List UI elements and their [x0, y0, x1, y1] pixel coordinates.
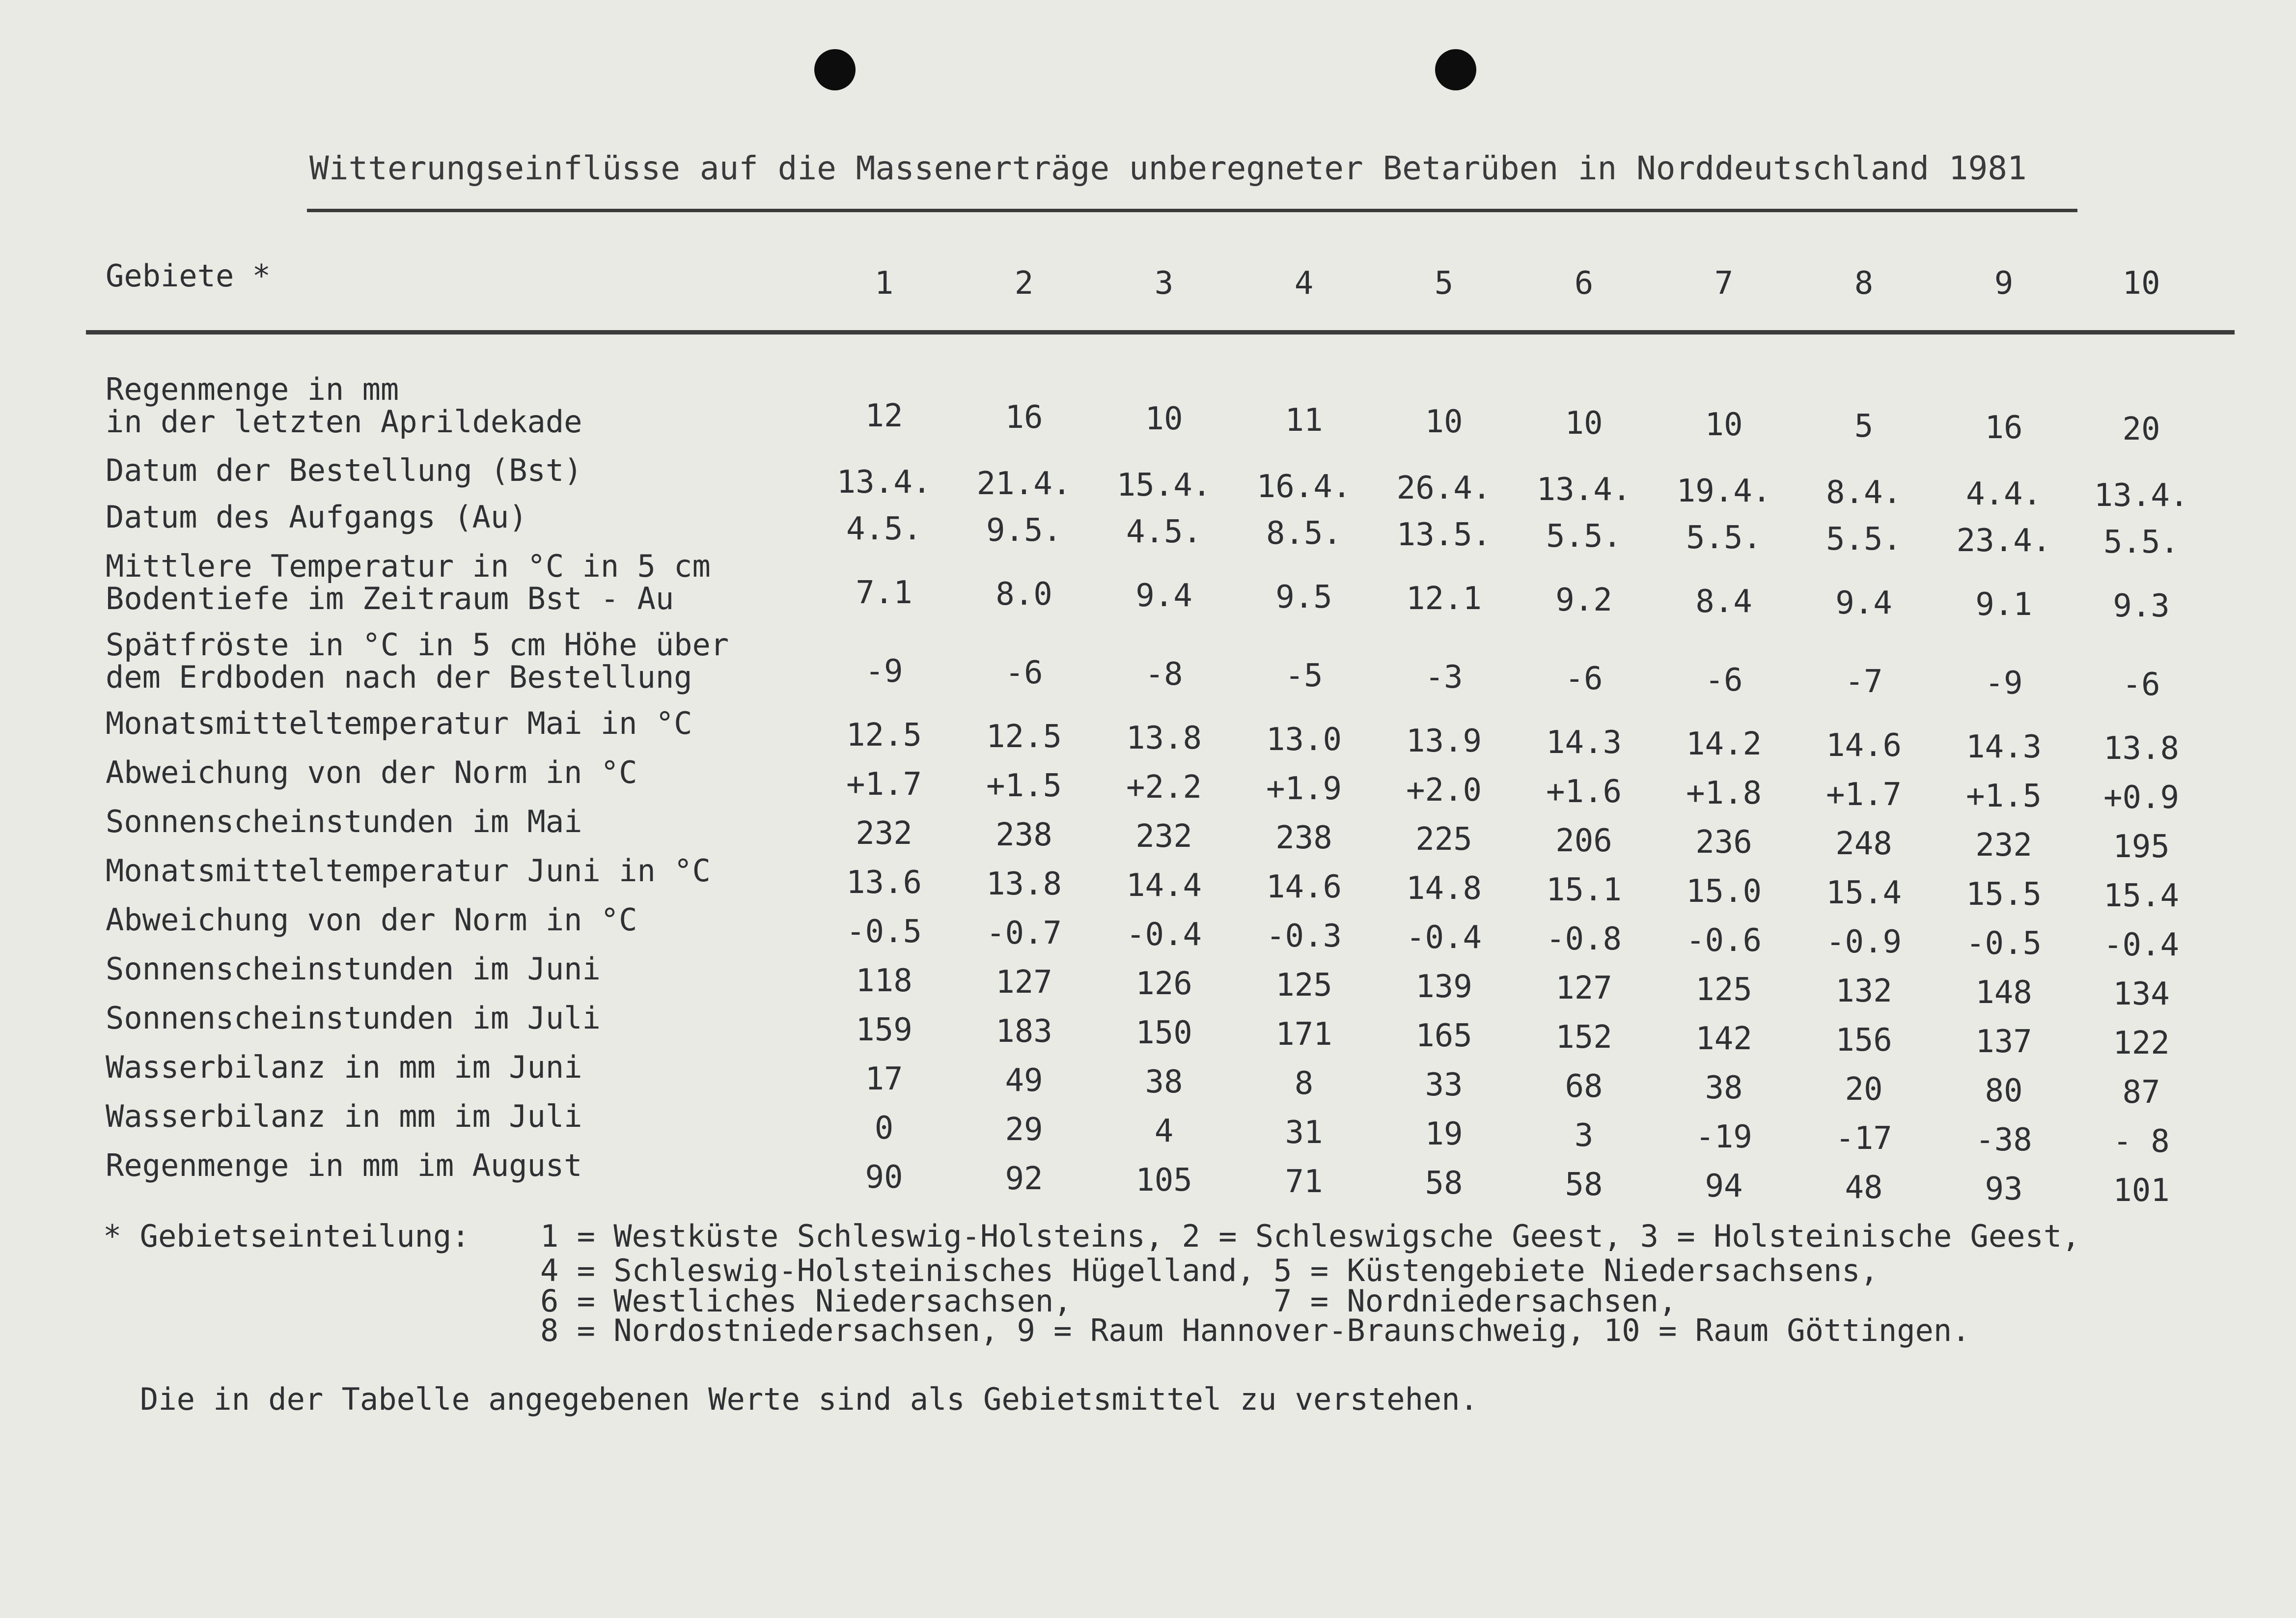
column-header: 2 — [1014, 265, 1034, 302]
table-cell: 118 — [856, 963, 913, 999]
row-label — [106, 1002, 601, 1034]
table-cell: -0.4 — [1406, 920, 1482, 956]
table-cell: 13.6 — [846, 865, 922, 901]
table-cell: 248 — [1835, 826, 1892, 862]
row-label — [106, 707, 692, 740]
table-cell: -0.4 — [1126, 917, 1202, 953]
table-cell: 5.5. — [1826, 521, 1902, 558]
table-cell: 10 — [1565, 405, 1603, 442]
table-cell: 11 — [1285, 402, 1323, 439]
table-cell: 13.8 — [986, 866, 1062, 902]
table-cell: 206 — [1555, 823, 1612, 859]
row-label-line: dem Erdboden nach der Bestellung — [106, 659, 692, 695]
table-cell: 126 — [1135, 966, 1192, 1002]
table-cell: 236 — [1695, 824, 1752, 861]
table-cell: 48 — [1845, 1170, 1883, 1206]
row-label-line: Regenmenge in mm im August — [106, 1147, 582, 1183]
table-cell: 26.4. — [1396, 470, 1492, 506]
table-cell: 125 — [1695, 972, 1752, 1008]
table-cell: 134 — [2113, 976, 2170, 1012]
table-cell: 14.8 — [1406, 870, 1482, 907]
table-cell: 13.8 — [1126, 720, 1202, 756]
table-cell: 33 — [1425, 1067, 1463, 1103]
table-cell: -0.5 — [846, 914, 922, 950]
table-cell: 14.3 — [1546, 725, 1622, 761]
table-cell: 9.2 — [1555, 582, 1612, 618]
table-cell: 19.4. — [1676, 473, 1771, 509]
table-cell: 152 — [1555, 1019, 1612, 1056]
table-cell: 87 — [2122, 1074, 2160, 1111]
punch-hole — [814, 49, 856, 90]
table-cell: 92 — [1005, 1161, 1043, 1197]
table-cell: 90 — [865, 1159, 903, 1196]
row-label-line: Mittlere Temperatur in °C in 5 cm — [106, 548, 711, 584]
table-cell: 12.5 — [846, 717, 922, 753]
table-cell: 17 — [865, 1061, 903, 1097]
table-cell: 19 — [1425, 1116, 1463, 1152]
column-header: 1 — [874, 265, 894, 302]
table-cell: 58 — [1425, 1165, 1463, 1201]
table-cell: +2.0 — [1406, 772, 1482, 809]
table-cell: 148 — [1975, 975, 2032, 1011]
table-cell: 183 — [996, 1013, 1052, 1050]
column-header: 8 — [1854, 265, 1874, 302]
column-header: 3 — [1154, 265, 1174, 302]
table-cell: 15.0 — [1686, 873, 1762, 910]
table-cell: 9.5 — [1275, 579, 1332, 615]
table-cell: 238 — [996, 817, 1052, 853]
table-cell: 139 — [1415, 969, 1472, 1005]
footnote-label: * Gebietseinteilung: — [103, 1218, 470, 1254]
table-cell: 29 — [1005, 1112, 1043, 1148]
row-label — [106, 629, 729, 694]
table-cell: 8.5. — [1266, 515, 1342, 552]
row-label — [106, 806, 582, 838]
table-cell: -0.7 — [986, 915, 1062, 951]
table-cell: -0.4 — [2103, 927, 2180, 963]
row-label — [106, 501, 527, 533]
table-cell: 15.4 — [2103, 878, 2180, 914]
table-cell: -7 — [1845, 664, 1883, 700]
legend-line: 6 = Westliches Niedersachsen, 7 = Nordniedersachsen, — [540, 1283, 1677, 1319]
row-label-line: in der letzten Aprildekade — [106, 404, 582, 440]
table-cell: 15.4 — [1826, 875, 1902, 911]
column-header-label: Gebiete * — [106, 258, 271, 294]
table-cell: 0 — [874, 1110, 894, 1146]
table-cell: 12.1 — [1406, 581, 1482, 617]
table-cell: -0.5 — [1965, 925, 2042, 962]
footer-note: Die in der Tabelle angegebenen Werte sind als Gebietsmittel zu verstehen. — [140, 1381, 1478, 1417]
table-cell: -9 — [865, 653, 903, 690]
table-cell: 9.1 — [1975, 586, 2032, 623]
table-cell: 9.4 — [1135, 578, 1192, 614]
table-cell: -5 — [1285, 658, 1323, 694]
table-cell: +2.2 — [1126, 769, 1202, 806]
table-cell: 232 — [1975, 827, 2032, 864]
table-cell: 5.5. — [2103, 524, 2180, 560]
row-label-line: Sonnenscheinstunden im Juni — [106, 951, 601, 987]
row-label — [106, 855, 711, 887]
row-label — [106, 1100, 582, 1133]
table-cell: 7.1 — [856, 575, 913, 611]
table-cell: 13.8 — [2103, 730, 2180, 767]
table-cell: 122 — [2113, 1025, 2170, 1061]
table-cell: +1.7 — [846, 766, 922, 803]
table-cell: 4.5. — [846, 511, 922, 547]
row-label-line: Wasserbilanz in mm im Juni — [106, 1049, 582, 1085]
table-cell: -6 — [1005, 655, 1043, 691]
row-label-line: Abweichung von der Norm in °C — [106, 902, 637, 938]
table-cell: 16 — [1985, 410, 2023, 446]
column-header: 5 — [1434, 265, 1454, 302]
table-cell: -6 — [1565, 661, 1603, 697]
table-cell: 16 — [1005, 399, 1043, 436]
table-cell: 38 — [1145, 1064, 1183, 1100]
row-label-line: Spätfröste in °C in 5 cm Höhe über — [106, 627, 729, 663]
table-cell: 23.4. — [1956, 523, 2051, 559]
table-cell: 14.4 — [1126, 867, 1202, 904]
page-title: Witterungseinflüsse auf die Massenerträge unberegneter Betarüben in Norddeutschland 1981 — [309, 149, 2027, 187]
column-header: 6 — [1574, 265, 1594, 302]
table-cell: +1.9 — [1266, 771, 1342, 807]
table-cell: 105 — [1135, 1162, 1192, 1199]
table-cell: 8 — [1294, 1065, 1314, 1102]
table-cell: 12 — [865, 398, 903, 434]
table-cell: 9.4 — [1835, 585, 1892, 621]
row-label — [106, 756, 637, 789]
table-cell: 14.6 — [1826, 727, 1902, 764]
table-cell: 13.4. — [2094, 477, 2189, 514]
table-cell: 93 — [1985, 1171, 2023, 1207]
row-label — [106, 373, 582, 438]
table-cell: +1.5 — [986, 768, 1062, 804]
table-cell: 20 — [2122, 411, 2160, 447]
table-cell: 80 — [1985, 1073, 2023, 1109]
table-cell: -9 — [1985, 665, 2023, 701]
table-cell: 71 — [1285, 1164, 1323, 1200]
table-cell: 4 — [1154, 1113, 1174, 1149]
table-cell: 165 — [1415, 1018, 1472, 1054]
table-cell: +1.7 — [1826, 777, 1902, 813]
table-cell: 13.5. — [1396, 517, 1492, 553]
row-label — [106, 953, 601, 985]
table-cell: +0.9 — [2103, 780, 2180, 816]
row-label — [106, 454, 582, 487]
table-cell: 49 — [1005, 1062, 1043, 1099]
table-cell: 15.1 — [1546, 872, 1622, 908]
table-cell: 94 — [1705, 1168, 1743, 1204]
row-label — [106, 1051, 582, 1084]
punch-hole — [1435, 49, 1476, 90]
table-cell: -3 — [1425, 659, 1463, 696]
table-cell: 101 — [2113, 1172, 2170, 1209]
table-cell: 232 — [1135, 818, 1192, 855]
table-cell: 14.2 — [1686, 726, 1762, 762]
table-cell: 150 — [1135, 1015, 1192, 1051]
row-label — [106, 904, 637, 936]
table-cell: 232 — [856, 815, 913, 852]
table-cell: 142 — [1695, 1021, 1752, 1057]
row-label — [106, 550, 711, 615]
table-cell: 4.4. — [1965, 476, 2042, 512]
row-label-line: Sonnenscheinstunden im Juli — [106, 1000, 601, 1036]
table-cell: 137 — [1975, 1024, 2032, 1060]
table-cell: 10 — [1145, 401, 1183, 437]
table-cell: 8.4. — [1826, 474, 1902, 511]
table-cell: 5.5. — [1546, 518, 1622, 555]
table-cell: 127 — [1555, 970, 1612, 1006]
row-label-line: Sonnenscheinstunden im Mai — [106, 804, 582, 839]
column-header: 4 — [1294, 265, 1314, 302]
table-cell: 5 — [1854, 408, 1874, 445]
row-label-line: Bodentiefe im Zeitraum Bst - Au — [106, 581, 674, 616]
table-cell: 9.5. — [986, 512, 1062, 549]
table-cell: 13.9 — [1406, 723, 1482, 759]
table-cell: 171 — [1275, 1016, 1332, 1053]
table-cell: 10 — [1705, 407, 1743, 443]
table-cell: 21.4. — [976, 466, 1072, 502]
table-cell: 20 — [1845, 1071, 1883, 1108]
table-cell: 8.4 — [1695, 584, 1752, 620]
table-cell: 12.5 — [986, 719, 1062, 755]
table-cell: 3 — [1574, 1117, 1594, 1154]
table-cell: 225 — [1415, 821, 1472, 858]
table-cell: 38 — [1705, 1070, 1743, 1106]
column-header: 7 — [1714, 265, 1734, 302]
table-cell: +1.6 — [1546, 774, 1622, 810]
title-underline — [307, 209, 2077, 212]
table-cell: -6 — [2122, 667, 2160, 703]
table-cell: -0.8 — [1546, 921, 1622, 957]
table-cell: -0.6 — [1686, 922, 1762, 959]
table-cell: -17 — [1835, 1120, 1892, 1157]
table-cell: - 8 — [2113, 1123, 2170, 1160]
legend-line: 4 = Schleswig-Holsteinisches Hügelland, 5 = Küstengebiete Niedersachsens, — [540, 1253, 1879, 1288]
table-cell: -38 — [1975, 1122, 2032, 1158]
table-cell: 31 — [1285, 1115, 1323, 1151]
table-cell: 5.5. — [1686, 520, 1762, 556]
table-cell: -0.3 — [1266, 918, 1342, 954]
row-label-line: Regenmenge in mm — [106, 371, 399, 407]
table-cell: 8.0 — [996, 576, 1052, 613]
table-cell: 13.4. — [836, 464, 932, 501]
table-cell: 238 — [1275, 820, 1332, 856]
row-label-line: Datum der Bestellung (Bst) — [106, 452, 582, 488]
column-header: 10 — [2122, 265, 2160, 302]
row-label-line: Wasserbilanz in mm im Juli — [106, 1098, 582, 1134]
row-label-line: Monatsmitteltemperatur Mai in °C — [106, 705, 692, 741]
row-label-line: Monatsmitteltemperatur Juni in °C — [106, 853, 711, 889]
legend-line: 8 = Nordostniedersachsen, 9 = Raum Hannover-Braunschweig, 10 = Raum Göttingen. — [540, 1312, 1970, 1348]
table-cell: 132 — [1835, 973, 1892, 1009]
table-cell: 156 — [1835, 1022, 1892, 1059]
table-cell: -19 — [1695, 1119, 1752, 1155]
table-cell: 9.3 — [2113, 588, 2170, 624]
table-cell: 127 — [996, 964, 1052, 1001]
table-cell: -6 — [1705, 662, 1743, 698]
table-cell: 195 — [2113, 829, 2170, 865]
table-cell: 68 — [1565, 1068, 1603, 1105]
table-cell: +1.8 — [1686, 775, 1762, 811]
table-cell: 16.4. — [1256, 469, 1352, 505]
table-cell: 10 — [1425, 404, 1463, 440]
table-cell: 13.4. — [1536, 472, 1632, 508]
header-divider — [86, 330, 2235, 335]
table-cell: -8 — [1145, 656, 1183, 693]
table-cell: 14.3 — [1965, 729, 2042, 765]
row-label-line: Datum des Aufgangs (Au) — [106, 499, 527, 535]
row-label — [106, 1149, 582, 1182]
table-cell: 15.5 — [1965, 876, 2042, 913]
table-cell: 125 — [1275, 967, 1332, 1004]
table-cell: 13.0 — [1266, 722, 1342, 758]
table-cell: 15.4. — [1116, 467, 1212, 503]
table-cell: +1.5 — [1965, 778, 2042, 814]
legend-line: 1 = Westküste Schleswig-Holsteins, 2 = Schleswigsche Geest, 3 = Holsteinische Geest, — [540, 1218, 2080, 1254]
table-cell: -0.9 — [1826, 924, 1902, 960]
row-label-line: Abweichung von der Norm in °C — [106, 754, 637, 790]
table-cell: 58 — [1565, 1167, 1603, 1203]
column-header: 9 — [1994, 265, 2014, 302]
table-cell: 4.5. — [1126, 514, 1202, 550]
table-cell: 159 — [856, 1012, 913, 1048]
table-cell: 14.6 — [1266, 869, 1342, 905]
